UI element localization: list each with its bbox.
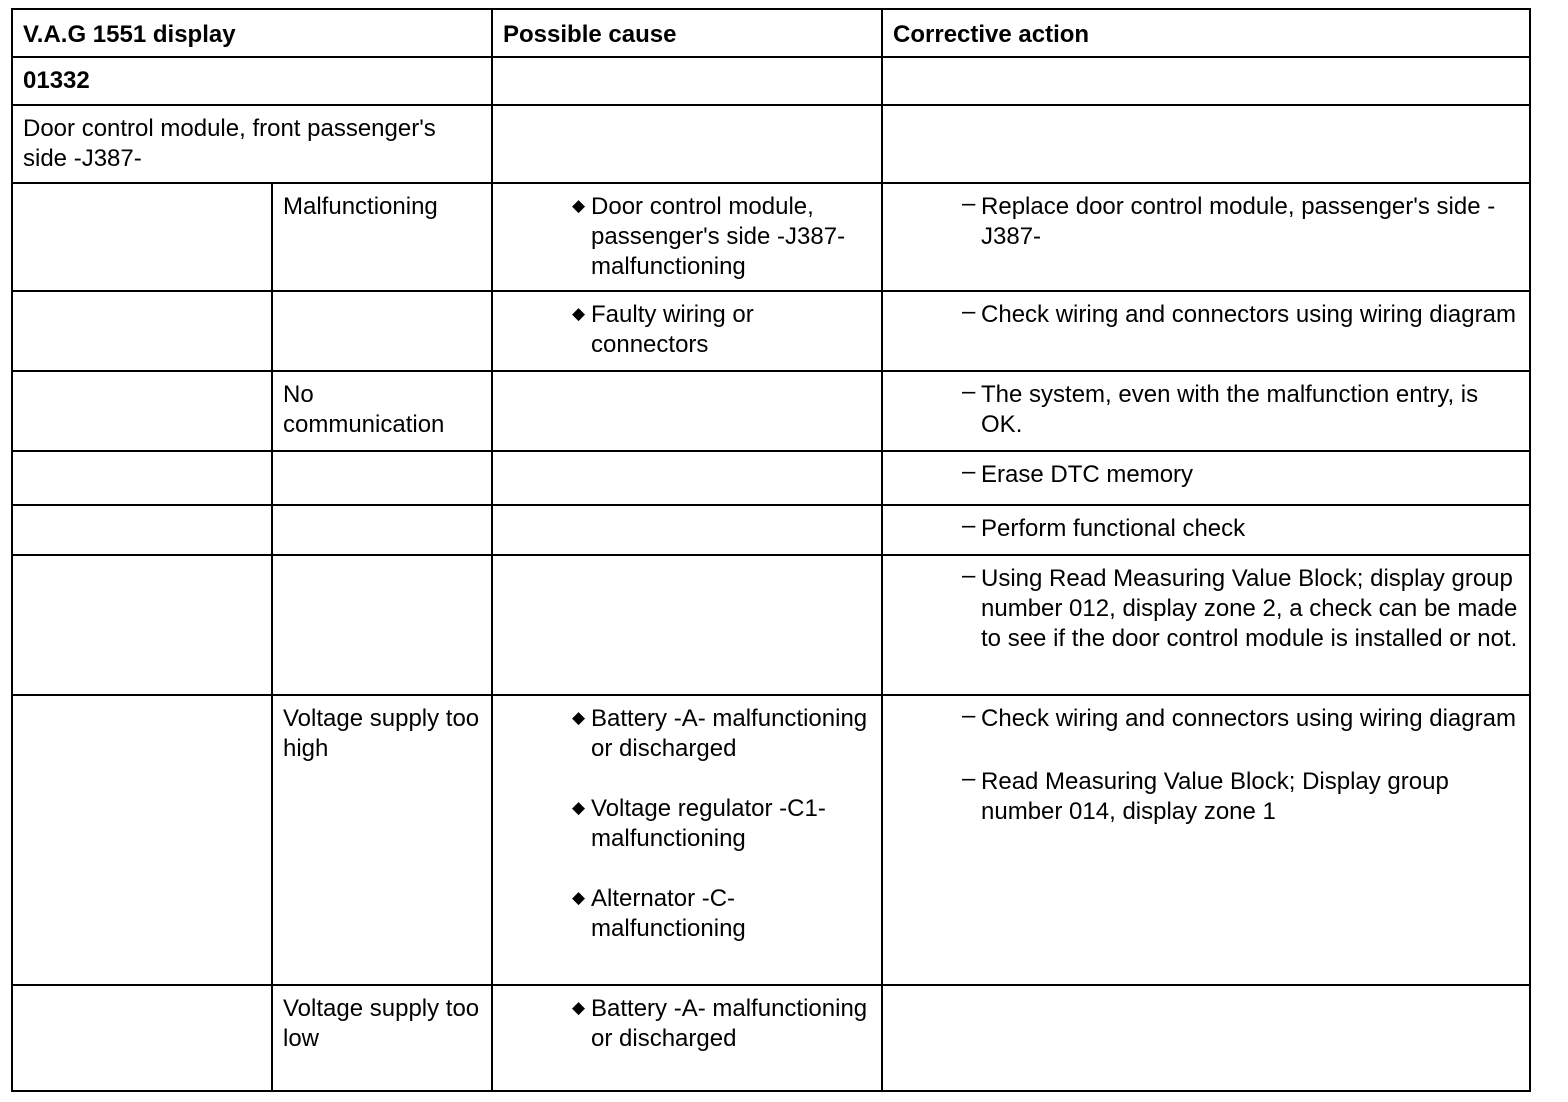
- empty-cell: [12, 985, 272, 1091]
- cause-list: [572, 994, 871, 1054]
- list-item: [962, 562, 1519, 654]
- cause-cell: [492, 371, 882, 451]
- bullet-icon: ◆: [572, 998, 586, 1017]
- action-text: Erase DTC memory: [981, 461, 1194, 488]
- symptom-cell: [272, 555, 492, 695]
- dash-icon: –: [962, 562, 976, 589]
- dash-icon: –: [962, 458, 976, 485]
- empty-cell: [12, 505, 272, 555]
- action-text: The system, even with the malfunction entry, is OK.: [981, 381, 1479, 438]
- cause-list: [572, 704, 871, 944]
- table-row: [12, 505, 1530, 555]
- table-row: [12, 555, 1530, 695]
- action-text: Check wiring and connectors using wiring diagram: [981, 301, 1516, 328]
- action-cell: [882, 451, 1530, 505]
- action-list: [962, 378, 1519, 440]
- empty-cell: [882, 105, 1530, 183]
- cause-cell: [492, 695, 882, 985]
- bullet-icon: ◆: [572, 888, 586, 907]
- cause-cell: [492, 451, 882, 505]
- action-list: [962, 458, 1519, 490]
- action-cell: [882, 371, 1530, 451]
- action-cell: [882, 555, 1530, 695]
- cause-cell: [492, 183, 882, 291]
- symptom-cell: Voltage supply too low: [272, 985, 492, 1091]
- table: [11, 8, 1531, 1092]
- action-cell: [882, 291, 1530, 371]
- empty-cell: [12, 371, 272, 451]
- action-list: [962, 702, 1519, 827]
- cause-text: Faulty wiring or connectors: [591, 301, 754, 358]
- list-item: [572, 794, 871, 854]
- cause-cell: [492, 985, 882, 1091]
- empty-cell: [12, 695, 272, 985]
- list-item: [962, 298, 1519, 330]
- dash-icon: –: [962, 702, 976, 729]
- list-item: [572, 704, 871, 764]
- dash-icon: –: [962, 378, 976, 405]
- action-text: Replace door control module, passenger's side -J387-: [981, 193, 1496, 250]
- action-text: Check wiring and connectors using wiring diagram: [981, 705, 1516, 732]
- empty-cell: [492, 57, 882, 105]
- list-item: [962, 190, 1519, 252]
- empty-cell: [12, 555, 272, 695]
- empty-cell: [12, 451, 272, 505]
- cause-list: [572, 192, 871, 282]
- list-item: [572, 884, 871, 944]
- empty-cell: [12, 183, 272, 291]
- symptom-cell: No communication: [272, 371, 492, 451]
- list-item: [962, 378, 1519, 440]
- dtc-table: [11, 8, 1529, 1092]
- list-item: [962, 765, 1519, 827]
- empty-cell: [492, 105, 882, 183]
- list-item: [962, 702, 1519, 734]
- cause-cell: [492, 555, 882, 695]
- dash-icon: –: [962, 190, 976, 217]
- cause-text: Door control module, passenger's side -J387- malfunctioning: [591, 193, 846, 280]
- dash-icon: –: [962, 765, 976, 792]
- table-row: [12, 183, 1530, 291]
- component-row: [12, 105, 1530, 183]
- action-text: Perform functional check: [981, 515, 1246, 542]
- action-list: [962, 562, 1519, 654]
- table-row: [12, 985, 1530, 1091]
- header-action: Corrective action: [882, 9, 1530, 57]
- symptom-cell: [272, 505, 492, 555]
- bullet-icon: ◆: [572, 708, 586, 727]
- list-item: [962, 512, 1519, 544]
- table-row: [12, 371, 1530, 451]
- empty-cell: [12, 291, 272, 371]
- action-cell: [882, 183, 1530, 291]
- action-cell: [882, 505, 1530, 555]
- symptom-cell: Voltage supply too high: [272, 695, 492, 985]
- cause-cell: [492, 505, 882, 555]
- action-list: [962, 190, 1519, 252]
- list-item: [572, 192, 871, 282]
- component-name: Door control module, front passenger's side -J387-: [12, 105, 492, 183]
- list-item: [572, 300, 871, 360]
- symptom-cell: Malfunctioning: [272, 183, 492, 291]
- cause-text: Alternator -C- malfunctioning: [591, 885, 746, 942]
- dash-icon: –: [962, 512, 976, 539]
- action-cell: [882, 695, 1530, 985]
- empty-cell: [882, 57, 1530, 105]
- action-cell: [882, 985, 1530, 1091]
- header-row: [12, 9, 1530, 57]
- table-row: [12, 291, 1530, 371]
- action-text: Read Measuring Value Block; Display group number 014, display zone 1: [981, 768, 1449, 825]
- list-item: [962, 458, 1519, 490]
- cause-text: Battery -A- malfunctioning or discharged: [591, 705, 868, 762]
- dtc-code: 01332: [12, 57, 492, 105]
- symptom-cell: [272, 451, 492, 505]
- action-text: Using Read Measuring Value Block; display group number 012, display zone 2, a check can be made to see if the door control module is installed or not.: [981, 565, 1518, 652]
- list-item: [572, 994, 871, 1054]
- table-row: [12, 695, 1530, 985]
- bullet-icon: ◆: [572, 196, 586, 215]
- dash-icon: –: [962, 298, 976, 325]
- action-list: [962, 298, 1519, 330]
- code-row: [12, 57, 1530, 105]
- bullet-icon: ◆: [572, 798, 586, 817]
- header-display: V.A.G 1551 display: [12, 9, 492, 57]
- cause-list: [572, 300, 871, 360]
- cause-text: Voltage regulator -C1- malfunctioning: [591, 795, 826, 852]
- cause-cell: [492, 291, 882, 371]
- bullet-icon: ◆: [572, 304, 586, 323]
- header-cause: Possible cause: [492, 9, 882, 57]
- action-list: [962, 512, 1519, 544]
- table-row: [12, 451, 1530, 505]
- symptom-cell: [272, 291, 492, 371]
- cause-text: Battery -A- malfunctioning or discharged: [591, 995, 868, 1052]
